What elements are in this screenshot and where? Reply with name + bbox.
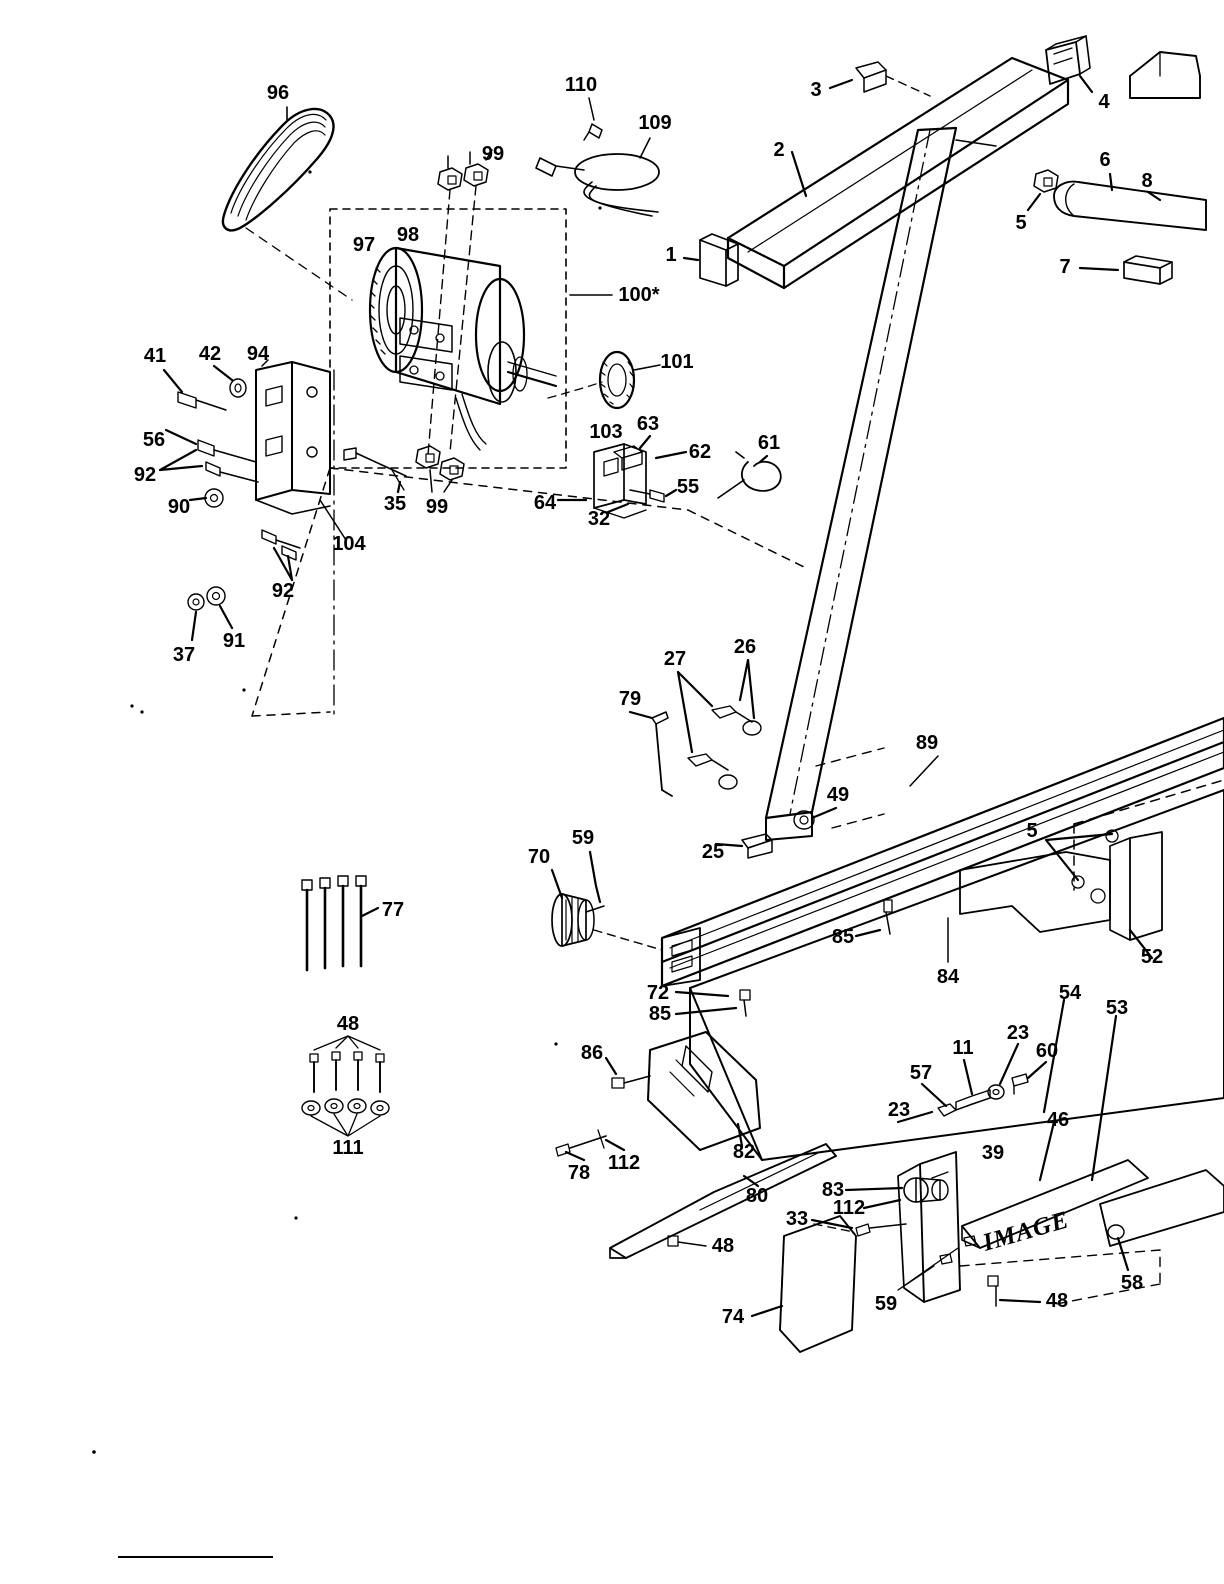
part-screws-59-lower (898, 1236, 976, 1290)
callout-number: 86 (580, 1042, 604, 1064)
callout-number: 53 (1105, 997, 1129, 1019)
callout-number: 56 (142, 429, 166, 451)
callout-number: 89 (915, 732, 939, 754)
callout-number: 104 (332, 533, 366, 555)
callout-number: 42 (198, 343, 222, 365)
callout-number: 46 (1046, 1109, 1070, 1131)
part-screws-48-111 (302, 1036, 389, 1136)
callout-number: 5 (1015, 212, 1027, 234)
callout-number: 5 (1026, 820, 1038, 842)
callout-number: 58 (1120, 1272, 1144, 1294)
callout-number: 23 (887, 1099, 911, 1121)
callout-number: 39 (981, 1142, 1005, 1164)
callout-number: 11 (952, 1037, 974, 1059)
part-nut-99-upper (438, 164, 488, 190)
callout-number: 70 (527, 846, 551, 868)
callout-number: 110 (564, 74, 598, 96)
callout-number: 79 (618, 688, 642, 710)
callout-number: 27 (663, 648, 687, 670)
callout-number: 78 (567, 1162, 591, 1184)
callout-number: 35 (383, 493, 407, 515)
part-bolt-35 (344, 448, 406, 490)
callout-number: 77 (381, 899, 405, 921)
callout-number: 72 (646, 982, 670, 1004)
callout-number: 48 (336, 1013, 360, 1035)
callout-number: 83 (821, 1179, 845, 1201)
part-hood-82 (648, 1032, 760, 1150)
callout-number: 60 (1035, 1040, 1059, 1062)
part-screws-85 (740, 900, 892, 1016)
brand-decal: IMAGE (979, 1206, 1073, 1257)
callout-number: 62 (688, 441, 712, 463)
callout-number: 94 (246, 343, 270, 365)
callout-number: 3 (810, 79, 822, 101)
callout-number: 103 (589, 421, 623, 443)
callout-number: 90 (167, 496, 191, 518)
callout-number: 80 (745, 1185, 769, 1207)
callout-number: 6 (1099, 149, 1111, 171)
callout-number: 64 (533, 492, 557, 514)
part-roller-70 (552, 894, 604, 946)
callout-number: 109 (638, 112, 672, 134)
part-siderail-89 (662, 718, 1224, 986)
callout-number: 37 (172, 644, 196, 666)
part-handlebar-6 (1054, 182, 1206, 230)
callout-number: 99 (425, 496, 449, 518)
callout-number: 2 (773, 139, 785, 161)
callout-number: 25 (701, 841, 725, 863)
part-rear-endcap-39 (898, 1152, 960, 1302)
part-rail-end (662, 928, 700, 986)
part-bolts-77 (302, 876, 366, 970)
callout-number: 55 (676, 476, 700, 498)
part-nut-99-lower (416, 446, 464, 480)
part-cap-7 (1124, 256, 1172, 284)
part-bracket-52 (960, 832, 1162, 940)
callout-number: 92 (133, 464, 157, 486)
callout-number: 48 (1045, 1290, 1069, 1312)
part-bracket-94 (256, 362, 330, 514)
part-motor-97-98 (370, 248, 556, 450)
callout-number: 1 (665, 244, 677, 266)
part-trim-53 (1100, 1170, 1224, 1246)
callout-number: 98 (396, 224, 420, 246)
callout-number: 48 (711, 1235, 735, 1257)
part-screw-78 (556, 1130, 606, 1156)
callout-number: 32 (587, 508, 611, 530)
callout-number: 59 (571, 827, 595, 849)
callout-number: 101 (660, 351, 694, 373)
callout-number: 49 (826, 784, 850, 806)
callout-number: 85 (831, 926, 855, 948)
callout-number: 111 (332, 1137, 364, 1159)
part-pin-86 (612, 1076, 650, 1088)
callout-number: 8 (1141, 170, 1153, 192)
callout-number: 85 (648, 1003, 672, 1025)
page-footer-rule (118, 1556, 273, 1558)
callout-number: 61 (757, 432, 781, 454)
callout-number: 99 (481, 143, 505, 165)
callout-number: 23 (1006, 1022, 1030, 1044)
callout-number: 96 (266, 82, 290, 104)
callout-number: 57 (909, 1062, 933, 1084)
part-handrail-right (1130, 52, 1200, 98)
callout-number: 84 (936, 966, 960, 988)
part-hardware-left (178, 379, 300, 610)
part-nut-5-upper (1034, 170, 1058, 192)
callout-number: 82 (732, 1141, 756, 1163)
part-endcap-74 (780, 1216, 856, 1352)
callout-number: 74 (721, 1306, 745, 1328)
part-flywheel-101 (600, 352, 660, 408)
callout-number: 92 (271, 580, 295, 602)
part-wire-61 (718, 452, 781, 498)
callout-number: 63 (636, 413, 660, 435)
part-hardware-right (938, 1074, 1028, 1116)
part-roller-83 (904, 1178, 948, 1202)
part-wire-109 (536, 154, 659, 216)
callout-number: 112 (832, 1197, 866, 1219)
callout-number: 4 (1098, 91, 1110, 113)
part-clip-110 (584, 124, 602, 140)
callout-number: 100* (618, 284, 660, 306)
callout-number: 41 (143, 345, 167, 367)
callout-number: 7 (1059, 256, 1071, 278)
part-clip-3 (856, 62, 886, 92)
callout-number: 54 (1058, 982, 1082, 1004)
callout-number: 97 (352, 234, 376, 256)
callout-number: 112 (607, 1152, 641, 1174)
callout-number: 33 (785, 1208, 809, 1230)
callout-number: 26 (733, 636, 757, 658)
part-upright-2 (728, 58, 1071, 288)
part-bracket-4 (1046, 36, 1090, 84)
callout-number: 91 (222, 630, 246, 652)
part-hardware-mid (652, 706, 814, 858)
callout-number: 59 (874, 1293, 898, 1315)
part-belt-96 (223, 109, 334, 230)
callout-number: 52 (1140, 946, 1164, 968)
